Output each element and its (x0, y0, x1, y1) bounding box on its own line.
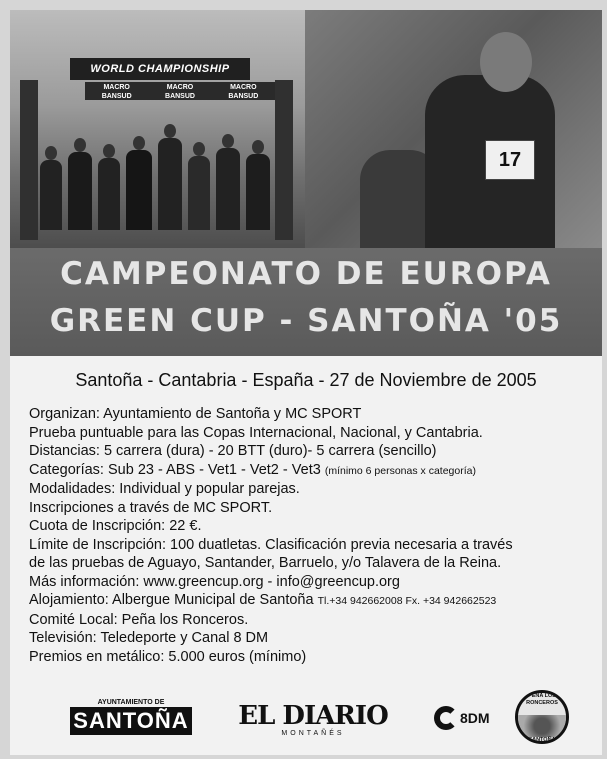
person-head (222, 134, 234, 148)
person-silhouette (246, 154, 270, 230)
info-distancias: Distancias: 5 carrera (dura) - 20 BTT (duro)- 5 carrera (sencillo) (29, 443, 437, 459)
person-head (45, 146, 57, 160)
person-head (164, 124, 176, 138)
title-line-1: CAMPEONATO DE EUROPA (60, 256, 552, 292)
person-silhouette (40, 160, 62, 230)
person-head (74, 138, 86, 152)
club-logo-bottom: SANTOÑA (528, 737, 556, 743)
info-television: Televisión: Teledeporte y Canal 8 DM (29, 630, 269, 646)
diario-logo-text: EL DIARIO (238, 701, 388, 731)
info-categorias-note: (mínimo 6 personas x categoría) (324, 464, 476, 477)
santona-logo-top: AYUNTAMIENTO DE (97, 699, 165, 706)
person-head (103, 144, 115, 158)
diario-logo-subtext: MONTAÑÉS (281, 730, 345, 737)
club-logo-top: PEÑA LOS RONCEROS (526, 693, 558, 706)
canal-8dm-text: 8DM (460, 710, 490, 726)
info-alojamiento (29, 591, 599, 611)
canal-8dm-logo (434, 700, 494, 736)
sponsor-logo: MACRO BANSUD (85, 82, 148, 100)
info-cuota: Cuota de Inscripción: 22 €. (29, 518, 202, 534)
runner-silhouette (425, 20, 555, 248)
runner-head (480, 32, 532, 92)
sponsor-logos (10, 690, 602, 750)
sponsor-logo: MACRO BANSUD (148, 82, 211, 100)
person-head (193, 142, 205, 156)
person-silhouette (126, 150, 152, 230)
info-alojamiento-text: Alojamiento: Albergue Municipal de Santoña (29, 592, 314, 608)
pena-ronceros-logo (515, 690, 569, 744)
title-line-2: GREEN CUP - SANTOÑA '05 (49, 303, 563, 339)
crowd (40, 130, 280, 230)
person-silhouette (216, 148, 240, 230)
person-silhouette (68, 152, 92, 230)
person-head (252, 140, 264, 154)
info-categorias (29, 461, 599, 481)
info-modalidades: Modalidades: Individual y popular parejas. (29, 481, 300, 497)
event-info (29, 405, 599, 666)
info-mas-info: Más información: www.greencup.org - info@greencup.org (29, 573, 400, 590)
event-location-date: Santoña - Cantabria - España - 27 de Noviembre de 2005 (75, 370, 537, 390)
race-bib: 17 (485, 140, 535, 180)
info-organizan: Organizan: Ayuntamiento de Santoña y MC SPORT (29, 406, 362, 422)
arch-banner: WORLD CHAMPIONSHIP (70, 58, 250, 80)
arch-pillar-left (20, 80, 38, 240)
c-ring-icon (434, 706, 458, 730)
info-alojamiento-contact: Tl.+34 942662008 Fx. +34 942662523 (317, 595, 497, 607)
sponsor-row (85, 82, 275, 100)
santona-logo (70, 698, 192, 736)
start-line-photo (10, 10, 305, 248)
info-limite-1: Límite de Inscripción: 100 duatletas. Clasificación previa necesaria a través (29, 536, 513, 553)
sponsor-logo: MACRO BANSUD (212, 82, 275, 100)
info-prueba: Prueba puntuable para las Copas Internacional, Nacional, y Cantabria. (29, 424, 483, 441)
person-silhouette (98, 158, 120, 230)
diario-montanes-logo (238, 702, 388, 742)
person-head (133, 136, 145, 150)
person-silhouette (158, 138, 182, 230)
info-comite: Comité Local: Peña los Ronceros. (29, 611, 249, 628)
person-silhouette (188, 156, 210, 230)
info-inscripciones: Inscripciones a través de MC SPORT. (29, 499, 273, 516)
info-limite-2: de las pruebas de Aguayo, Santander, Barruelo, y/o Talavera de la Reina. (29, 555, 502, 571)
info-categorias-text: Categorías: Sub 23 - ABS - Vet1 - Vet2 - Vet3 (29, 461, 321, 478)
title-block (10, 248, 602, 356)
info-premios: Premios en metálico: 5.000 euros (mínimo) (29, 648, 307, 665)
club-emblem-icon (518, 715, 566, 737)
santona-logo-text: SANTOÑA (70, 707, 192, 735)
